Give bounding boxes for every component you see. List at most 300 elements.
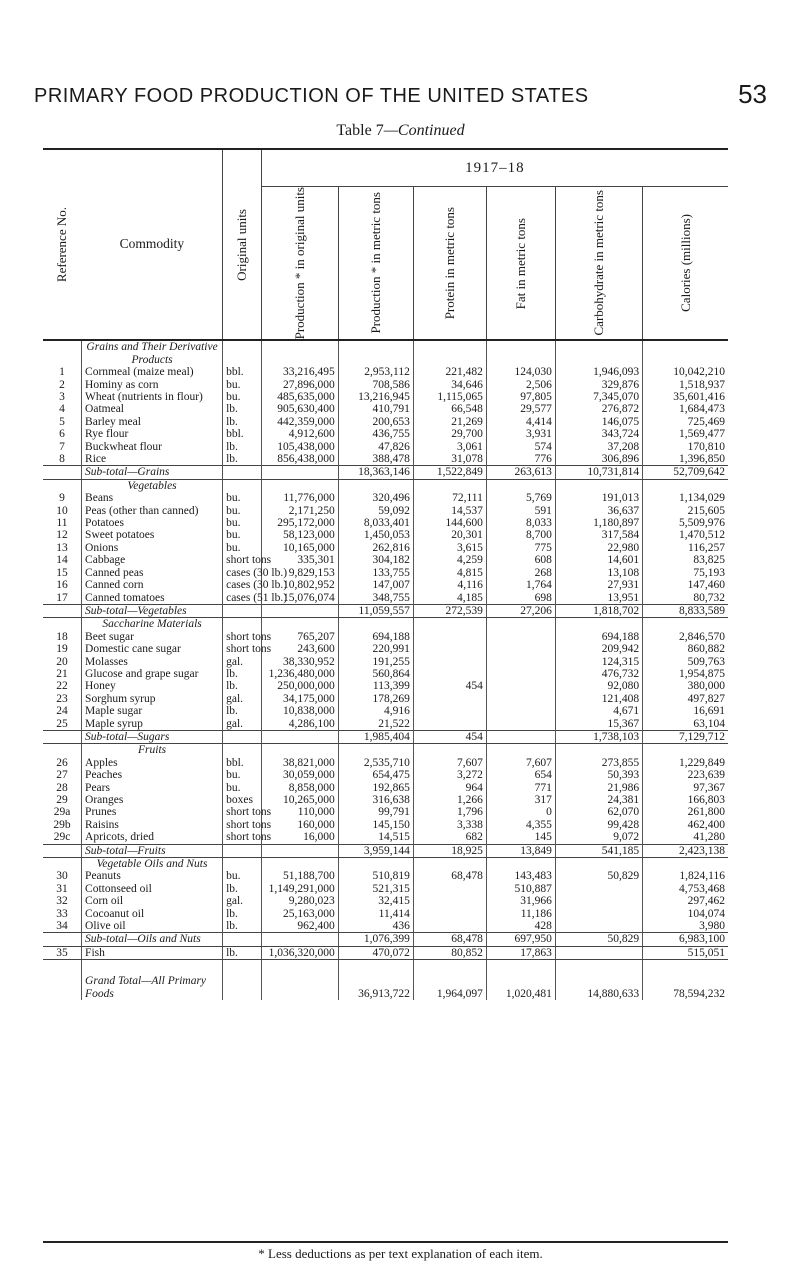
production-original-cell: 905,630,400 [261,403,338,415]
production-metric-cell: 436 [338,920,413,933]
ref-cell: 34 [56,920,68,933]
commodity-cell: Glucose and grape sugar [82,668,223,680]
production-original-cell: 51,188,700 [261,870,338,882]
fat-cell: 27,206 [486,604,555,617]
calories-cell: 860,882 [643,643,728,655]
commodity-cell: Beet sugar [82,631,223,643]
header-production-original: Production * in original units [261,187,338,341]
production-metric-cell: 262,816 [338,542,413,554]
fat-cell: 7,607 [486,757,555,769]
ref-cell: 20 [56,655,68,668]
production-metric-cell: 200,653 [338,416,413,428]
ref-cell: 22 [56,680,68,693]
production-original-cell: 962,400 [261,920,338,933]
commodity-cell: Wheat (nutrients in flour) [82,391,223,403]
running-title: PRIMARY FOOD PRODUCTION OF THE UNITED STATES [34,85,589,107]
production-original-cell: 25,163,000 [261,908,338,920]
unit-cell: gal. [223,718,262,731]
fat-cell: 143,483 [486,870,555,882]
commodity-cell: Onions [82,542,223,554]
production-metric-cell: 1,076,399 [338,933,413,946]
unit-cell [223,466,262,479]
calories-cell: 725,469 [643,416,728,428]
production-original-cell: 243,600 [261,643,338,655]
empty-cell [643,479,728,492]
table-row [43,441,728,453]
commodity-cell: Potatoes [82,517,223,529]
table-row [43,453,728,466]
production-original-cell [261,960,338,1001]
calories-cell: 16,691 [643,705,728,717]
calories-cell: 52,709,642 [643,466,728,479]
calories-cell: 97,367 [643,782,728,794]
production-original-cell: 38,821,000 [261,757,338,769]
ref-cell: 2 [59,378,65,391]
ref-cell: 3 [59,391,65,404]
category-title: Vegetables [82,479,223,492]
fat-cell: 145 [486,831,555,844]
carbohydrate-cell: 1,946,093 [555,366,642,378]
category-title: Vegetable Oils and Nuts [82,858,223,871]
protein-cell: 14,537 [413,505,486,517]
empty-cell [338,479,413,492]
carbohydrate-cell: 99,428 [555,819,642,831]
unit-cell: short tons [223,806,262,818]
unit-cell: gal. [223,693,262,705]
production-original-cell: 34,175,000 [261,693,338,705]
fat-cell: 13,849 [486,844,555,857]
calories-cell: 1,684,473 [643,403,728,415]
commodity-cell: Sorghum syrup [82,693,223,705]
ref-cell [43,744,82,757]
table-row [43,831,728,844]
table-row [43,806,728,818]
fat-cell: 317 [486,794,555,806]
protein-cell: 68,478 [413,933,486,946]
carbohydrate-cell: 276,872 [555,403,642,415]
carbohydrate-cell: 50,829 [555,933,642,946]
table-row [43,769,728,781]
unit-cell: boxes [223,794,262,806]
fat-cell: 0 [486,806,555,818]
commodity-cell: Canned peas [82,567,223,579]
protein-cell: 1,796 [413,806,486,818]
fat-cell: 510,887 [486,883,555,895]
protein-cell: 20,301 [413,529,486,541]
fat-cell: 771 [486,782,555,794]
ref-cell: 29b [53,818,71,831]
calories-cell: 1,470,512 [643,529,728,541]
calories-cell: 5,509,976 [643,517,728,529]
unit-cell: cases (30 lb.) [223,579,262,591]
production-metric-cell: 18,363,146 [338,466,413,479]
commodity-cell: Pears [82,782,223,794]
calories-cell: 104,074 [643,908,728,920]
production-metric-cell: 654,475 [338,769,413,781]
commodity-cell: Canned corn [82,579,223,591]
unit-cell [223,730,262,743]
calories-cell: 78,594,232 [643,960,728,1001]
ref-cell: 1 [59,366,65,379]
calories-cell: 41,280 [643,831,728,844]
fat-cell: 698 [486,592,555,605]
table-row [43,517,728,529]
production-original-cell: 58,123,000 [261,529,338,541]
carbohydrate-cell [555,908,642,920]
protein-cell: 72,111 [413,492,486,504]
empty-cell [223,858,262,871]
carbohydrate-cell: 4,671 [555,705,642,717]
unit-cell: lb. [223,403,262,415]
fat-cell: 17,863 [486,946,555,959]
table-continued: —Continued [383,122,465,139]
calories-cell: 462,400 [643,819,728,831]
table-caption [0,122,801,140]
category-title: Fruits [82,744,223,757]
ref-cell: 9 [59,492,65,505]
calories-cell: 6,983,100 [643,933,728,946]
protein-cell [413,643,486,655]
table-row [43,656,728,668]
protein-cell: 454 [413,730,486,743]
fat-cell: 654 [486,769,555,781]
subtotal-row [43,604,728,617]
empty-cell [261,479,338,492]
protein-cell: 29,700 [413,428,486,440]
ref-cell: 6 [59,428,65,441]
ref-cell: 24 [56,705,68,718]
table-row [43,379,728,391]
production-metric-cell: 14,515 [338,831,413,844]
carbohydrate-cell: 15,367 [555,718,642,731]
carbohydrate-cell: 7,345,070 [555,391,642,403]
production-metric-cell: 113,399 [338,680,413,692]
unit-cell: lb. [223,453,262,466]
ref-cell: 5 [59,415,65,428]
calories-cell: 35,601,416 [643,391,728,403]
ref-cell: 7 [59,440,65,453]
calories-cell: 10,042,210 [643,366,728,378]
empty-cell [555,479,642,492]
fat-cell: 8,033 [486,517,555,529]
production-metric-cell: 191,255 [338,656,413,668]
table-row [43,567,728,579]
production-metric-cell: 470,072 [338,946,413,959]
commodity-cell: Peanuts [82,870,223,882]
commodity-cell: Peas (other than canned) [82,505,223,517]
ref-cell [43,858,82,871]
production-original-cell [261,844,338,857]
empty-cell [338,744,413,757]
carbohydrate-cell: 21,986 [555,782,642,794]
table-row [43,819,728,831]
ref-cell [43,479,82,492]
production-original-cell [261,604,338,617]
fat-cell: 124,030 [486,366,555,378]
production-original-cell: 10,265,000 [261,794,338,806]
ref-cell: 15 [56,566,68,579]
table-row [43,366,728,378]
commodity-cell: Domestic cane sugar [82,643,223,655]
production-original-cell: 10,802,952 [261,579,338,591]
calories-cell: 80,732 [643,592,728,605]
empty-cell [413,858,486,871]
page-number: 53 [738,79,767,109]
ref-cell: 19 [56,643,68,656]
ref-cell [43,933,82,946]
unit-cell: lb. [223,883,262,895]
table-row [43,908,728,920]
calories-cell: 380,000 [643,680,728,692]
table-row [43,579,728,591]
production-metric-cell: 436,755 [338,428,413,440]
protein-cell: 3,338 [413,819,486,831]
carbohydrate-cell: 146,075 [555,416,642,428]
commodity-cell: Sweet potatoes [82,529,223,541]
carbohydrate-cell: 306,896 [555,453,642,466]
table-row [43,718,728,731]
unit-cell: gal. [223,895,262,907]
production-original-cell: 27,896,000 [261,379,338,391]
empty-cell [486,744,555,757]
carbohydrate-cell: 1,180,897 [555,517,642,529]
unit-cell: bu. [223,505,262,517]
carbohydrate-cell: 36,637 [555,505,642,517]
commodity-cell: Canned tomatoes [82,592,223,605]
empty-cell [338,618,413,631]
fat-cell [486,705,555,717]
table-row [43,391,728,403]
production-metric-cell: 4,916 [338,705,413,717]
production-metric-cell: 178,269 [338,693,413,705]
protein-cell: 68,478 [413,870,486,882]
fat-cell [486,656,555,668]
protein-cell [413,631,486,643]
production-original-cell: 110,000 [261,806,338,818]
unit-cell: lb. [223,946,262,959]
protein-cell: 3,615 [413,542,486,554]
unit-cell [223,960,262,1001]
protein-cell: 18,925 [413,844,486,857]
protein-cell: 4,185 [413,592,486,605]
unit-cell: lb. [223,668,262,680]
production-original-cell: 105,438,000 [261,441,338,453]
unit-cell: lb. [223,920,262,933]
carbohydrate-cell: 1,818,702 [555,604,642,617]
unit-cell: gal. [223,656,262,668]
protein-cell [413,718,486,731]
production-original-cell: 38,330,952 [261,656,338,668]
header-carbohydrate: Carbohydrate in metric tons [555,187,642,341]
production-metric-cell: 21,522 [338,718,413,731]
fat-cell: 3,931 [486,428,555,440]
commodity-cell: Cabbage [82,554,223,566]
unit-cell: lb. [223,908,262,920]
production-metric-cell: 133,755 [338,567,413,579]
fat-cell: 29,577 [486,403,555,415]
calories-cell: 3,980 [643,920,728,933]
unit-cell: bu. [223,492,262,504]
commodity-cell: Fish [82,946,223,959]
unit-cell: lb. [223,680,262,692]
empty-cell [223,479,262,492]
calories-cell: 75,193 [643,567,728,579]
protein-cell: 1,964,097 [413,960,486,1001]
production-metric-cell: 510,819 [338,870,413,882]
unit-cell: short tons [223,554,262,566]
commodity-cell: Peaches [82,769,223,781]
production-original-cell: 10,165,000 [261,542,338,554]
ref-cell: 4 [59,403,65,416]
carbohydrate-cell: 13,108 [555,567,642,579]
table-row [43,492,728,504]
protein-cell: 66,548 [413,403,486,415]
empty-cell [643,744,728,757]
carbohydrate-cell: 27,931 [555,579,642,591]
subtotal-row [43,466,728,479]
protein-cell [413,883,486,895]
protein-cell: 3,061 [413,441,486,453]
unit-cell: lb. [223,441,262,453]
production-original-cell: 856,438,000 [261,453,338,466]
fat-cell: 4,414 [486,416,555,428]
subtotal-label: Sub-total—Grains [82,466,223,479]
fat-cell: 608 [486,554,555,566]
carbohydrate-cell: 14,601 [555,554,642,566]
calories-cell: 8,833,589 [643,604,728,617]
fat-cell: 268 [486,567,555,579]
commodity-cell: Apricots, dried [82,831,223,844]
protein-cell: 4,259 [413,554,486,566]
grand-total-label: Grand Total—All Primary Foods [82,960,223,1001]
production-metric-cell: 708,586 [338,379,413,391]
ref-cell: 21 [56,667,68,680]
production-metric-cell: 11,059,557 [338,604,413,617]
subtotal-row [43,844,728,857]
category-heading-row [43,744,728,757]
table-row [43,631,728,643]
production-original-cell: 8,858,000 [261,782,338,794]
empty-cell [261,340,338,366]
calories-cell: 223,639 [643,769,728,781]
protein-cell [413,705,486,717]
calories-cell: 515,051 [643,946,728,959]
calories-cell: 1,396,850 [643,453,728,466]
unit-cell: bu. [223,529,262,541]
category-title: Saccharine Materials [82,618,223,631]
protein-cell: 31,078 [413,453,486,466]
footnote: * Less deductions as per text explanation of each item. [258,1246,543,1261]
calories-cell: 215,605 [643,505,728,517]
commodity-cell: Rice [82,453,223,466]
ref-cell: 12 [56,529,68,542]
carbohydrate-cell: 476,732 [555,668,642,680]
commodity-cell: Barley meal [82,416,223,428]
table-row [43,643,728,655]
commodity-cell: Oatmeal [82,403,223,415]
ref-cell: 25 [56,717,68,730]
ref-cell: 32 [56,895,68,908]
ref-cell [43,618,82,631]
ref-cell [43,844,82,857]
empty-cell [413,479,486,492]
empty-cell [413,744,486,757]
calories-cell: 2,846,570 [643,631,728,643]
fat-cell: 1,764 [486,579,555,591]
empty-cell [643,858,728,871]
bottom-rule [43,1241,728,1243]
ref-cell: 28 [56,781,68,794]
commodity-cell: Raisins [82,819,223,831]
commodity-cell: Beans [82,492,223,504]
production-original-cell: 160,000 [261,819,338,831]
subtotal-label: Sub-total—Fruits [82,844,223,857]
protein-cell [413,693,486,705]
fat-cell: 428 [486,920,555,933]
empty-cell [555,618,642,631]
table-row [43,542,728,554]
unit-cell [223,933,262,946]
calories-cell: 261,800 [643,806,728,818]
fat-cell: 697,950 [486,933,555,946]
production-original-cell: 4,286,100 [261,718,338,731]
carbohydrate-cell: 62,070 [555,806,642,818]
unit-cell: bu. [223,769,262,781]
production-original-cell: 9,829,153 [261,567,338,579]
empty-cell [486,618,555,631]
empty-cell [643,340,728,366]
unit-cell: bu. [223,782,262,794]
table-row [43,428,728,440]
ref-cell [43,960,82,1001]
commodity-cell: Maple syrup [82,718,223,731]
ref-cell: 30 [56,870,68,883]
fat-cell: 97,805 [486,391,555,403]
unit-cell: short tons [223,831,262,844]
production-original-cell: 9,280,023 [261,895,338,907]
subtotal-label: Sub-total—Sugars [82,730,223,743]
empty-cell [413,340,486,366]
fat-cell: 776 [486,453,555,466]
production-metric-cell: 11,414 [338,908,413,920]
production-original-cell: 765,207 [261,631,338,643]
production-original-cell: 30,059,000 [261,769,338,781]
production-original-cell: 1,036,320,000 [261,946,338,959]
production-metric-cell: 32,415 [338,895,413,907]
protein-cell: 682 [413,831,486,844]
table-row [43,505,728,517]
fat-cell: 591 [486,505,555,517]
commodity-cell: Cottonseed oil [82,883,223,895]
subtotal-label: Sub-total—Vegetables [82,604,223,617]
empty-cell [555,744,642,757]
production-original-cell [261,466,338,479]
commodity-cell: Hominy as corn [82,379,223,391]
ref-cell: 29 [56,794,68,807]
category-title: Grains and Their Derivative Products [82,340,223,366]
table-row [43,757,728,769]
production-metric-cell: 8,033,401 [338,517,413,529]
fat-cell: 5,769 [486,492,555,504]
unit-cell: short tons [223,819,262,831]
production-metric-cell: 348,755 [338,592,413,605]
protein-cell: 1,115,065 [413,391,486,403]
unit-cell: bbl. [223,428,262,440]
table-row [43,554,728,566]
empty-cell [261,618,338,631]
production-metric-cell: 13,216,945 [338,391,413,403]
commodity-cell: Olive oil [82,920,223,933]
